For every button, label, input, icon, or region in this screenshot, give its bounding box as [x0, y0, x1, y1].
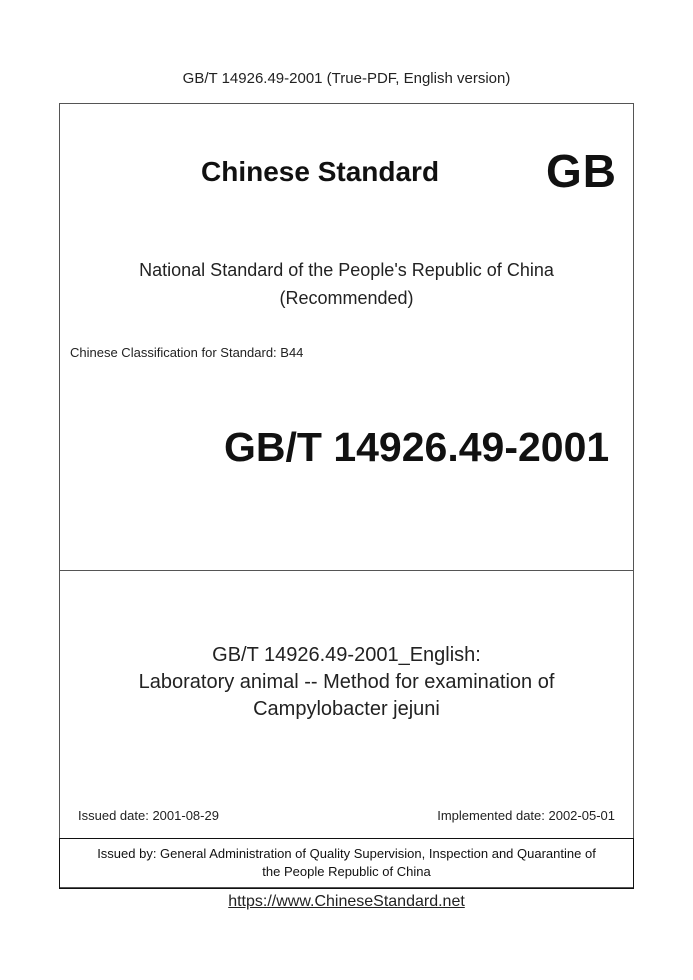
chinese-standard-heading: Chinese Standard	[201, 156, 440, 187]
website-link[interactable]: https://www.ChineseStandard.net	[228, 893, 465, 910]
implemented-date: Implemented date: 2002-05-01	[437, 808, 615, 823]
title-line-1: GB/T 14926.49-2001_English:	[212, 644, 481, 666]
classification-label: Chinese Classification for Standard: B44	[70, 345, 304, 360]
document-header: GB/T 14926.49-2001 (True-PDF, English version)	[182, 70, 511, 87]
issuer-line-1: Issued by: General Administration of Quality Supervision, Inspection and Quarantine of	[97, 846, 596, 861]
recommended-line: (Recommended)	[279, 288, 414, 308]
issued-date: Issued date: 2001-08-29	[78, 808, 219, 823]
title-line-2: Laboratory animal -- Method for examination of	[138, 671, 555, 693]
title-line-3: Campylobacter jejuni	[253, 698, 440, 720]
gb-mark: GB	[546, 145, 617, 197]
document-title	[60, 642, 633, 723]
national-standard-title	[60, 256, 633, 312]
cover-title-section	[60, 571, 633, 838]
cover-top-section	[60, 104, 633, 571]
issuer-box	[59, 838, 634, 889]
national-standard-line: National Standard of the People's Republic of China	[139, 260, 554, 280]
issuer-line-2: the People Republic of China	[262, 864, 431, 879]
cover-frame	[59, 103, 634, 888]
standard-number: GB/T 14926.49-2001	[224, 424, 610, 470]
